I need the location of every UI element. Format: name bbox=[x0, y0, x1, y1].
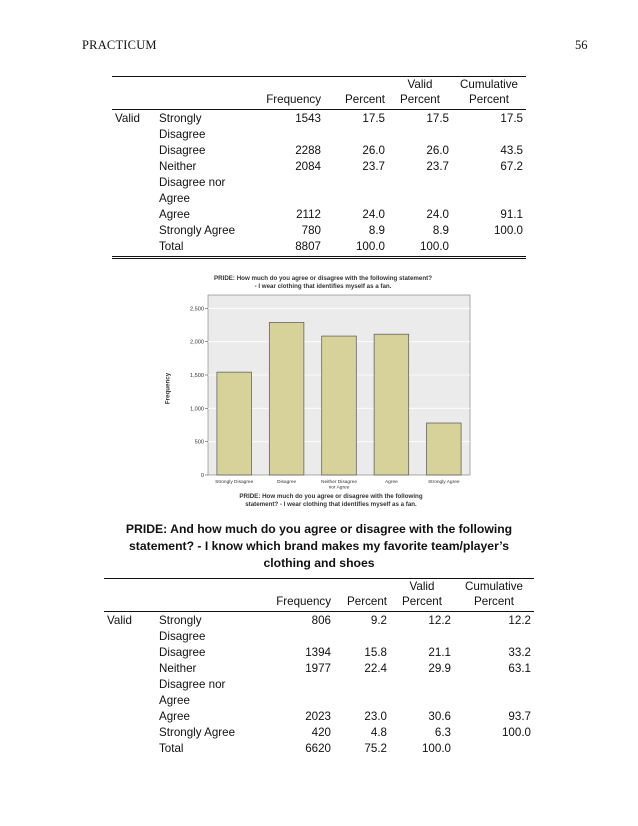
cell-frequency: 2112 bbox=[296, 208, 321, 221]
cell-frequency: 2023 bbox=[305, 710, 331, 723]
row-label: Disagree bbox=[159, 144, 206, 157]
column-header-frequency: Frequency bbox=[252, 77, 324, 110]
cell-frequency: 1543 bbox=[252, 110, 324, 144]
row-label: Total bbox=[156, 239, 252, 258]
cell-percent: 23.0 bbox=[364, 710, 387, 723]
column-header-percent: Percent bbox=[324, 77, 388, 110]
column-header-frequency: Frequency bbox=[260, 579, 334, 612]
cell-percent: 15.8 bbox=[364, 646, 387, 659]
row-label: Strongly Agree bbox=[159, 726, 236, 739]
bar bbox=[374, 334, 409, 475]
cell-valid-percent: 8.9 bbox=[432, 224, 449, 237]
cell-frequency: 2084 bbox=[295, 160, 321, 173]
row-label: Neither Disagree nor Agree bbox=[159, 160, 226, 205]
table-row bbox=[104, 661, 534, 709]
cell-frequency: 780 bbox=[301, 224, 321, 237]
y-tick-label: 500 bbox=[194, 439, 204, 446]
cell-valid-percent: 17.5 bbox=[388, 110, 452, 144]
cell-valid-percent: 23.7 bbox=[426, 160, 449, 173]
y-tick-label: 2,000 bbox=[190, 339, 204, 346]
cell-valid-percent: 29.9 bbox=[428, 662, 451, 675]
row-label: Strongly Agree bbox=[159, 224, 236, 237]
cell-percent: 100.0 bbox=[324, 239, 388, 258]
x-tick-label: Agree bbox=[384, 480, 398, 485]
table-row bbox=[112, 159, 526, 207]
x-tick-label: nor Agree bbox=[328, 485, 350, 491]
cell-cumulative-percent: 93.7 bbox=[508, 710, 531, 723]
cell-percent: 17.5 bbox=[324, 110, 388, 144]
column-header-valid-percent: Valid Percent bbox=[390, 579, 454, 612]
row-label: Strongly Disagree bbox=[156, 612, 260, 646]
table-row bbox=[104, 645, 534, 661]
row-label: Agree bbox=[159, 710, 190, 723]
x-tick-label: Strongly Agree bbox=[428, 480, 460, 485]
cell-valid-percent: 30.6 bbox=[428, 710, 451, 723]
cell-cumulative-percent: 33.2 bbox=[508, 646, 531, 659]
cell-percent: 26.0 bbox=[362, 144, 385, 157]
cell-cumulative-percent: 43.5 bbox=[500, 144, 523, 157]
cell-valid-percent: 24.0 bbox=[426, 208, 449, 221]
table-row bbox=[112, 143, 526, 159]
running-head: PRACTICUM bbox=[82, 38, 157, 52]
table-header-row bbox=[112, 77, 526, 110]
cell-valid-percent: 26.0 bbox=[426, 144, 449, 157]
table-row bbox=[104, 709, 534, 725]
cell-frequency: 1977 bbox=[305, 662, 331, 675]
bar bbox=[269, 322, 304, 475]
cell-percent: 22.4 bbox=[364, 662, 387, 675]
cell-cumulative-percent: 100.0 bbox=[501, 726, 531, 739]
row-group-label: Valid bbox=[104, 612, 156, 646]
column-header-cumulative-percent: Cumulative Percent bbox=[452, 77, 526, 110]
y-tick-label: 1,000 bbox=[190, 406, 204, 413]
row-group-label: Valid bbox=[112, 110, 156, 144]
x-tick-label: Strongly Disagree bbox=[215, 480, 254, 485]
table-row bbox=[104, 725, 534, 741]
chart-plot bbox=[158, 271, 480, 512]
cell-cumulative-percent: 91.1 bbox=[500, 208, 523, 221]
table-header-row bbox=[104, 579, 534, 612]
row-label: Disagree bbox=[159, 646, 206, 659]
y-tick-label: 1,500 bbox=[190, 373, 204, 379]
cell-cumulative-percent: 67.2 bbox=[500, 160, 523, 173]
cell-percent: 23.7 bbox=[362, 160, 385, 173]
row-label: Total bbox=[159, 742, 184, 755]
cell-frequency: 8807 bbox=[252, 239, 324, 258]
cell-cumulative-percent bbox=[454, 741, 534, 757]
cell-percent: 8.9 bbox=[368, 224, 385, 237]
column-header-cumulative-percent: Cumulative Percent bbox=[454, 579, 534, 612]
bar-chart-clothing bbox=[158, 271, 480, 512]
cell-frequency: 2288 bbox=[295, 144, 321, 157]
cell-valid-percent: 12.2 bbox=[390, 612, 454, 646]
chart-title: PRIDE: How much do you agree or disagree with the following statement? - I wear clothing that identifies myself as a fan. bbox=[214, 275, 432, 290]
cell-valid-percent: 6.3 bbox=[434, 726, 451, 739]
cell-cumulative-percent bbox=[452, 239, 526, 258]
row-label: Strongly Disagree bbox=[156, 110, 252, 144]
y-tick-label: 0 bbox=[200, 473, 204, 479]
column-header-percent: Percent bbox=[334, 579, 390, 612]
cell-percent: 4.8 bbox=[370, 726, 387, 739]
cell-cumulative-percent: 100.0 bbox=[493, 224, 523, 237]
cell-cumulative-percent: 63.1 bbox=[508, 662, 531, 675]
frequency-table-clothing bbox=[112, 76, 526, 259]
y-tick-label: 2,500 bbox=[190, 306, 204, 313]
column-header-valid-percent: Valid Percent bbox=[388, 77, 452, 110]
table-row bbox=[112, 207, 526, 223]
cell-frequency: 1394 bbox=[305, 646, 331, 659]
cell-frequency: 6620 bbox=[305, 742, 331, 755]
cell-valid-percent: 21.1 bbox=[428, 646, 451, 659]
chart-y-axis-label: Frequency bbox=[164, 372, 172, 405]
frequency-table-brand bbox=[104, 578, 534, 757]
cell-percent: 75.2 bbox=[364, 742, 387, 755]
table-row bbox=[104, 612, 534, 646]
x-tick-label: Disagree bbox=[276, 480, 297, 485]
cell-cumulative-percent: 12.2 bbox=[454, 612, 534, 646]
cell-cumulative-percent: 17.5 bbox=[452, 110, 526, 144]
page-number: 56 bbox=[575, 38, 588, 52]
row-label: Agree bbox=[159, 208, 190, 221]
table-row-total bbox=[112, 239, 526, 258]
bar bbox=[322, 336, 357, 475]
table-row-total bbox=[104, 741, 534, 757]
bar bbox=[427, 423, 462, 475]
chart-x-axis-label: PRIDE: How much do you agree or disagree with the following statement? - I wear clothing that identifies myself as a fan. bbox=[239, 493, 423, 508]
cell-frequency: 806 bbox=[260, 612, 334, 646]
row-label: Neither Disagree nor Agree bbox=[159, 662, 226, 707]
cell-percent: 24.0 bbox=[362, 208, 385, 221]
bar bbox=[217, 372, 252, 475]
table-caption: PRIDE: And how much do you agree or disagree with the following statement? - I know which brand makes my favorite team/player’s clothing and shoes bbox=[125, 522, 513, 570]
cell-valid-percent: 100.0 bbox=[421, 742, 451, 755]
cell-valid-percent: 100.0 bbox=[388, 239, 452, 258]
table-row bbox=[112, 110, 526, 144]
cell-percent: 9.2 bbox=[334, 612, 390, 646]
table-row bbox=[112, 223, 526, 239]
x-tick-label: Neither Disagree bbox=[321, 480, 357, 485]
cell-frequency: 420 bbox=[311, 726, 331, 739]
